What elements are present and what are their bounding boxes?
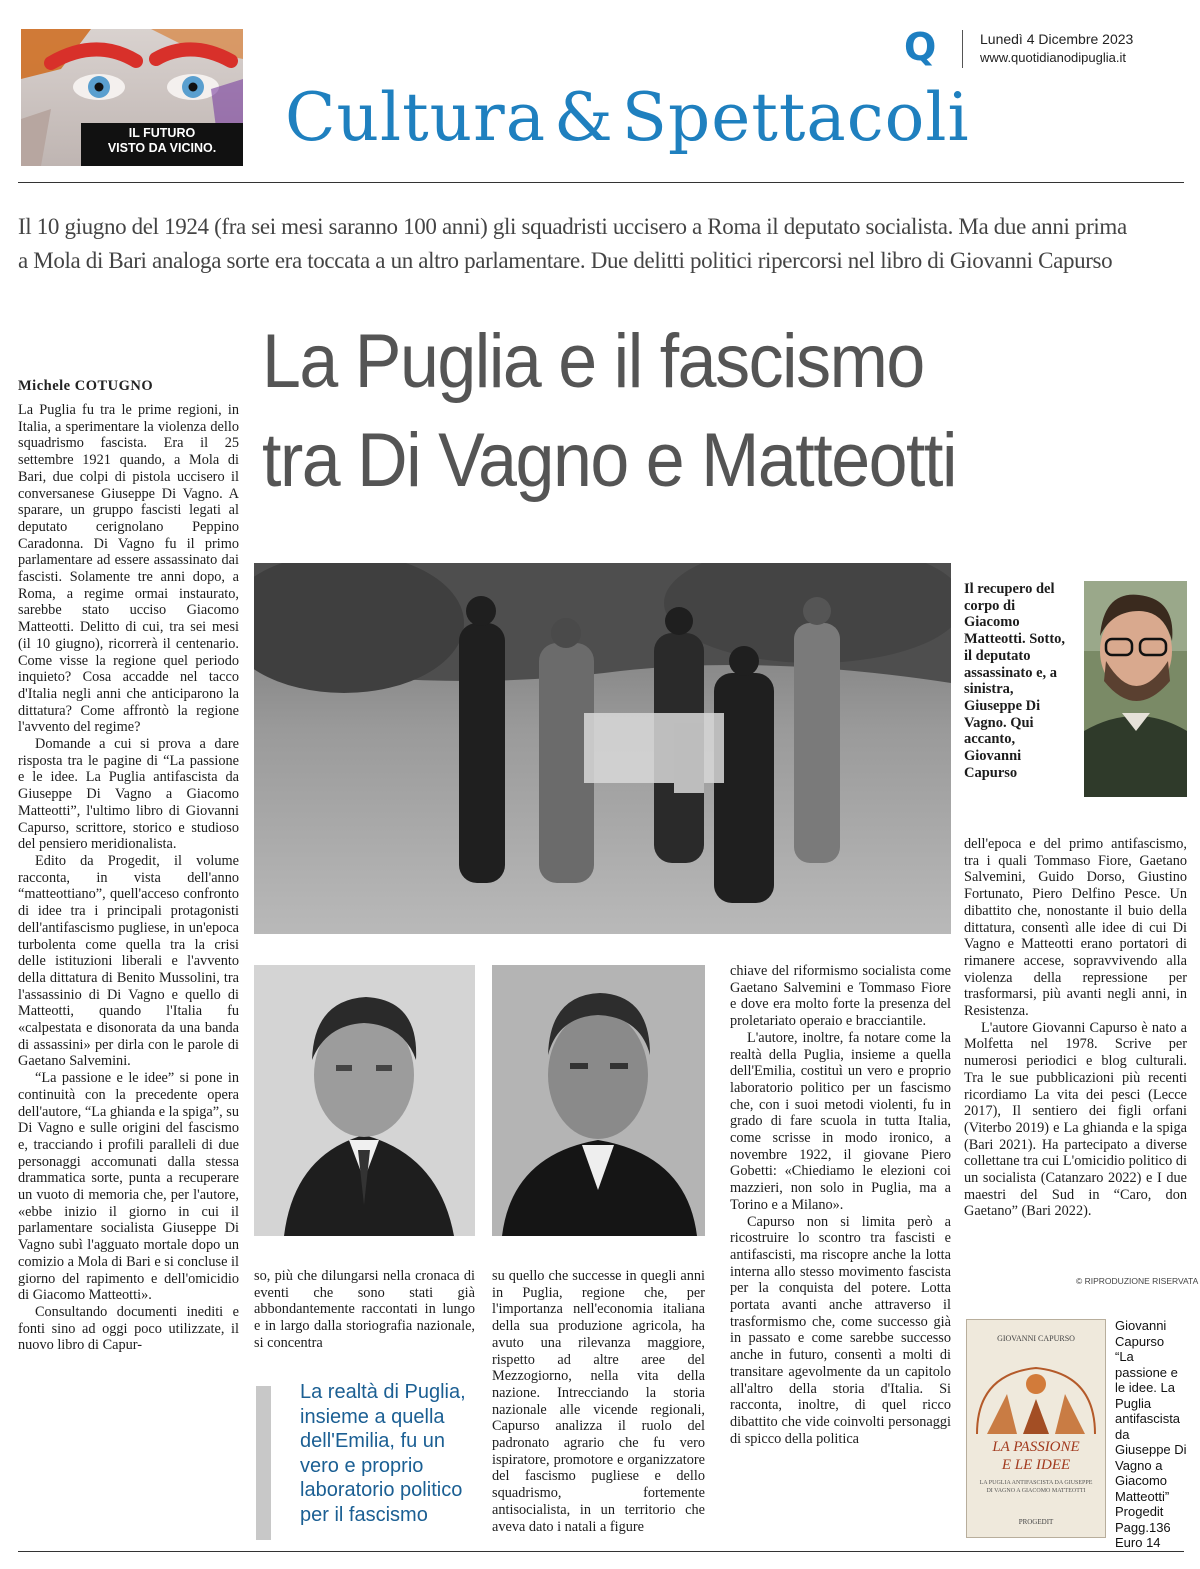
di-vagno-portrait-illustration <box>254 965 475 1236</box>
main-photo-matteotti-body-recovery[interactable] <box>254 563 951 934</box>
copyright-notice: © RIPRODUZIONE RISERVATA <box>1076 1276 1199 1286</box>
publication-date: Lunedì 4 Dicembre 2023 <box>980 31 1134 47</box>
matteotti-portrait-illustration <box>492 965 705 1236</box>
section-title-word1: Cultura <box>285 79 547 156</box>
paragraph: “La passione e le idee” si pone in continuità con la precedente opera dell'autore, “La ghianda e la spiga”, su Di Vagno e sulle origini del fascismo e, tracciando i profili paralleli di due personaggi accomunati dalla stessa drammatica sorte, punta a recuperare un vuoto di memoria che, per l'autore, «ebbe inizio il giorno in cui il parlamentare socialista Giuseppe Di Vagno subì l'agguato mortale dopo un comizio a Mola di Bari e si concluse il giorno del rapimento e dell'omicidio di Giacomo Matteotti». <box>18 1070 239 1304</box>
article-column-4 <box>730 963 951 1447</box>
book-cover-author: GIOVANNI CAPURSO <box>997 1334 1075 1343</box>
section-title <box>285 78 970 158</box>
pull-quote-bar <box>256 1386 271 1540</box>
photo-illustration <box>254 563 951 934</box>
headline-line2: tra Di Vagno e Matteotti <box>262 418 957 503</box>
photo-caption: Il recupero del corpo di Giacomo Matteotti. Sotto, il deputato assassinato e, a sinistra, Giuseppe Di Vagno. Qui accanto, Giovanni Capurso <box>964 581 1066 781</box>
paragraph: Consultando documenti inediti e fonti sino ad oggi poco utilizzate, il nuovo libro di Capur- <box>18 1303 239 1354</box>
standfirst-line2: a Mola di Bari analoga sorte era toccata a un altro parlamentare. Due delitti politici ripercorsi nel libro di Giovanni Capurso <box>18 248 1113 273</box>
book-caption <box>1115 1318 1187 1551</box>
paragraph: Domande a cui si prova a dare risposta tra le pagine di “La passione e le idee. La Puglia antifascista da Giuseppe Di Vagno a Giacomo Matteotti”, l'ultimo libro di Giovanni Capurso, scrittore, storico e studioso del pensiero meridionalista. <box>18 736 239 853</box>
standfirst <box>18 210 1188 278</box>
book-caption-pages: Pagg.136 <box>1115 1519 1171 1535</box>
footer-rule <box>18 1551 1184 1552</box>
author-portrait-photo[interactable] <box>1084 581 1187 797</box>
headline-line1: La Puglia e il fascismo <box>262 319 924 404</box>
standfirst-line1: Il 10 giugno del 1924 (fra sei mesi saranno 100 anni) gli squadristi uccisero a Roma il deputato socialista. Ma due anni prima <box>18 214 1127 239</box>
logo-letter: Q <box>904 25 937 69</box>
section-title-word2: Spettacoli <box>621 79 970 156</box>
book-cover[interactable] <box>966 1319 1106 1538</box>
book-caption-publisher: Progedit <box>1115 1504 1164 1519</box>
paragraph: Edito da Progedit, il volume racconta, in vista dell'anno “matteottiano”, quell'acceso confronto di idee tra i principali protagonisti dell'antifascismo pugliese, in un'epoca turbolenta come quella tra la crisi delle istituzioni liberali e l'avvento della dittatura di Benito Mussolini, tra l'assassinio di Di Vagno e quello di Matteotti, quando l'Italia fu «calpestata e disonorata da una banda di assassini» per dirla con le parole di Gaetano Salvemini. <box>18 852 239 1070</box>
book-caption-price: Euro 14 <box>1115 1535 1161 1550</box>
paragraph: su quello che successe in quegli anni in Puglia, regione che, per l'importanza nell'economia italiana della sua produzione agricola, ha avuto una rilevanza maggiore, rispetto ad altre aree del Mezzogiorno, nella vita della nazione. Intrecciando la storia nazionale alle vicende regionali, Capurso analizza il ruolo del padronato agrario che fu vero ispiratore, promotore e organizzatore del fascismo pugliese e dello squadrismo, fortemente antisocialista, in un territorio che aveva dato i natali a figure <box>492 1268 705 1535</box>
article-column-1 <box>18 402 239 1354</box>
photo-giuseppe-di-vagno[interactable] <box>254 965 475 1236</box>
book-cover-ornament <box>967 1354 1105 1434</box>
paragraph: chiave del riformismo socialista come Gaetano Salvemini e Tommaso Fiore e dove era molto forte la presenza del proletariato operaio e bracciantile. <box>730 963 951 1030</box>
paragraph: L'autore Giovanni Capurso è nato a Molfetta nel 1978. Scrive per numerosi periodici e blog culturali. Tra le sue pubblicazioni più recenti ricordiamo La vita dei pesci (Lecce 2017), Il sentiero dei figli orfani (Viterbo 2019) e La ghianda e la spiga (Bari 2021). Ha partecipato a diverse collettane tra cui L'omicidio politico di un socialista (Catanzaro 2022) e I due maestri del Sud in “Caro, don Gaetano” (Bari 2022). <box>964 1019 1187 1220</box>
photo-giacomo-matteotti[interactable] <box>492 965 705 1236</box>
article-column-5 <box>964 836 1187 1220</box>
book-cover-publisher: PROGEDIT <box>1018 1518 1054 1526</box>
paragraph: Capurso non si limita però a ricostruire lo scontro tra fascisti e antifascisti, ma riscopre anche la lotta interna allo stesso movimento fascista per la conquista del potere. Lotta portata avanti anche attraverso il trasformismo che, come successo già in passato e come sarebbe successo anche in futuro, consentì a molti di transitare agevolmente da un capitolo all'altro della storia d'Italia. Si racconta, inoltre, di quel ricco dibattito che vide coinvolti personaggi di spicco della politica <box>730 1213 951 1447</box>
website-link[interactable]: www.quotidianodipuglia.it <box>980 50 1126 65</box>
paragraph: dell'epoca e del primo antifascismo, tra i quali Tommaso Fiore, Gaetano Salvemini, Guido Dorso, Giustino Fortunato, Piero Delfino Pesce. Un dibattito che, nonostante il buio della dittatura, consentì alle idee di cui Di Vagno e Matteotti erano portatori di rimanere accese, sopravvivendo alla violenza della repressione per trasformarsi, più avanti negli anni, in Resistenza. <box>964 836 1187 1020</box>
paragraph: L'autore, inoltre, fa notare come la realtà della Puglia, insieme a quella dell'Emilia, costituì un vero e proprio laboratorio politico per un fascismo che, con i suoi metodi violenti, fu in grado di fare scuola in tutta Italia, come scrisse in modo ironico, a novembre 1922, il giovane Piero Gobetti: «Chiediamo le elezioni coi mazzieri, non solo in Puglia, ma a Torino e a Milano». <box>730 1029 951 1213</box>
article-column-2 <box>254 1268 475 1352</box>
pull-quote: La realtà di Puglia, insieme a quella dell'Emilia, fu un vero e proprio laboratorio politico per il fascismo <box>300 1381 466 1526</box>
article-column-3 <box>492 1268 705 1535</box>
book-cover-title-line2: E LE IDEE <box>1001 1457 1071 1473</box>
ad-text-line2: VISTO DA VICINO. <box>107 141 217 155</box>
header-divider <box>962 30 963 68</box>
paragraph: La Puglia fu tra le prime regioni, in Italia, a sperimentare la violenza dello squadrismo fascista. Era il 25 settembre 1921 quando, a Mola di Bari, due colpi di pistola uccisero il conversanese Giuseppe Di Vagno. A sparare, un gruppo fascisti legati al deputato cerignolano Peppino Caradonna. Di Vagno fu il primo parlamentare ad essere assassinato dai fascisti. Solamente tre anni dopo, a Roma, a regime ormai instaurato, sarebbe stato ucciso Giacomo Matteotti. Delitto di cui, tra sei mesi (il 10 giugno), ricorrerà il centenario. Come visse la regione quel periodo inquieto? Cosa accadde nel tacco d'Italia negli anni che anticiparono la dittatura? Come affrontò la regione l'avvento del regime? <box>18 402 239 736</box>
newspaper-logo[interactable] <box>904 26 946 68</box>
book-caption-title: “La passione e le idee. La Puglia antifascista da Giuseppe Di Vagno a Giacomo Matteotti” <box>1115 1349 1187 1504</box>
portrait-illustration <box>1084 581 1187 797</box>
advertisement[interactable] <box>21 29 243 166</box>
book-cover-title-line1: LA PASSIONE <box>992 1439 1080 1455</box>
headline <box>262 312 1118 510</box>
book-cover-subtitle: LA PUGLIA ANTIFASCISTA DA GIUSEPPE DI VAGNO A GIACOMO MATTEOTTI <box>979 1480 1093 1494</box>
book-caption-author: Giovanni Capurso <box>1115 1318 1167 1349</box>
author-byline: Michele COTUGNO <box>18 378 154 394</box>
paragraph: so, più che dilungarsi nella cronaca di eventi che sono stati già abbondantemente raccontati in lungo e in largo dalla storiografia nazionale, si concentra <box>254 1268 475 1351</box>
header-rule <box>18 182 1184 183</box>
ad-text-line1: IL FUTURO <box>128 126 196 140</box>
section-title-ampersand: & <box>554 79 614 156</box>
